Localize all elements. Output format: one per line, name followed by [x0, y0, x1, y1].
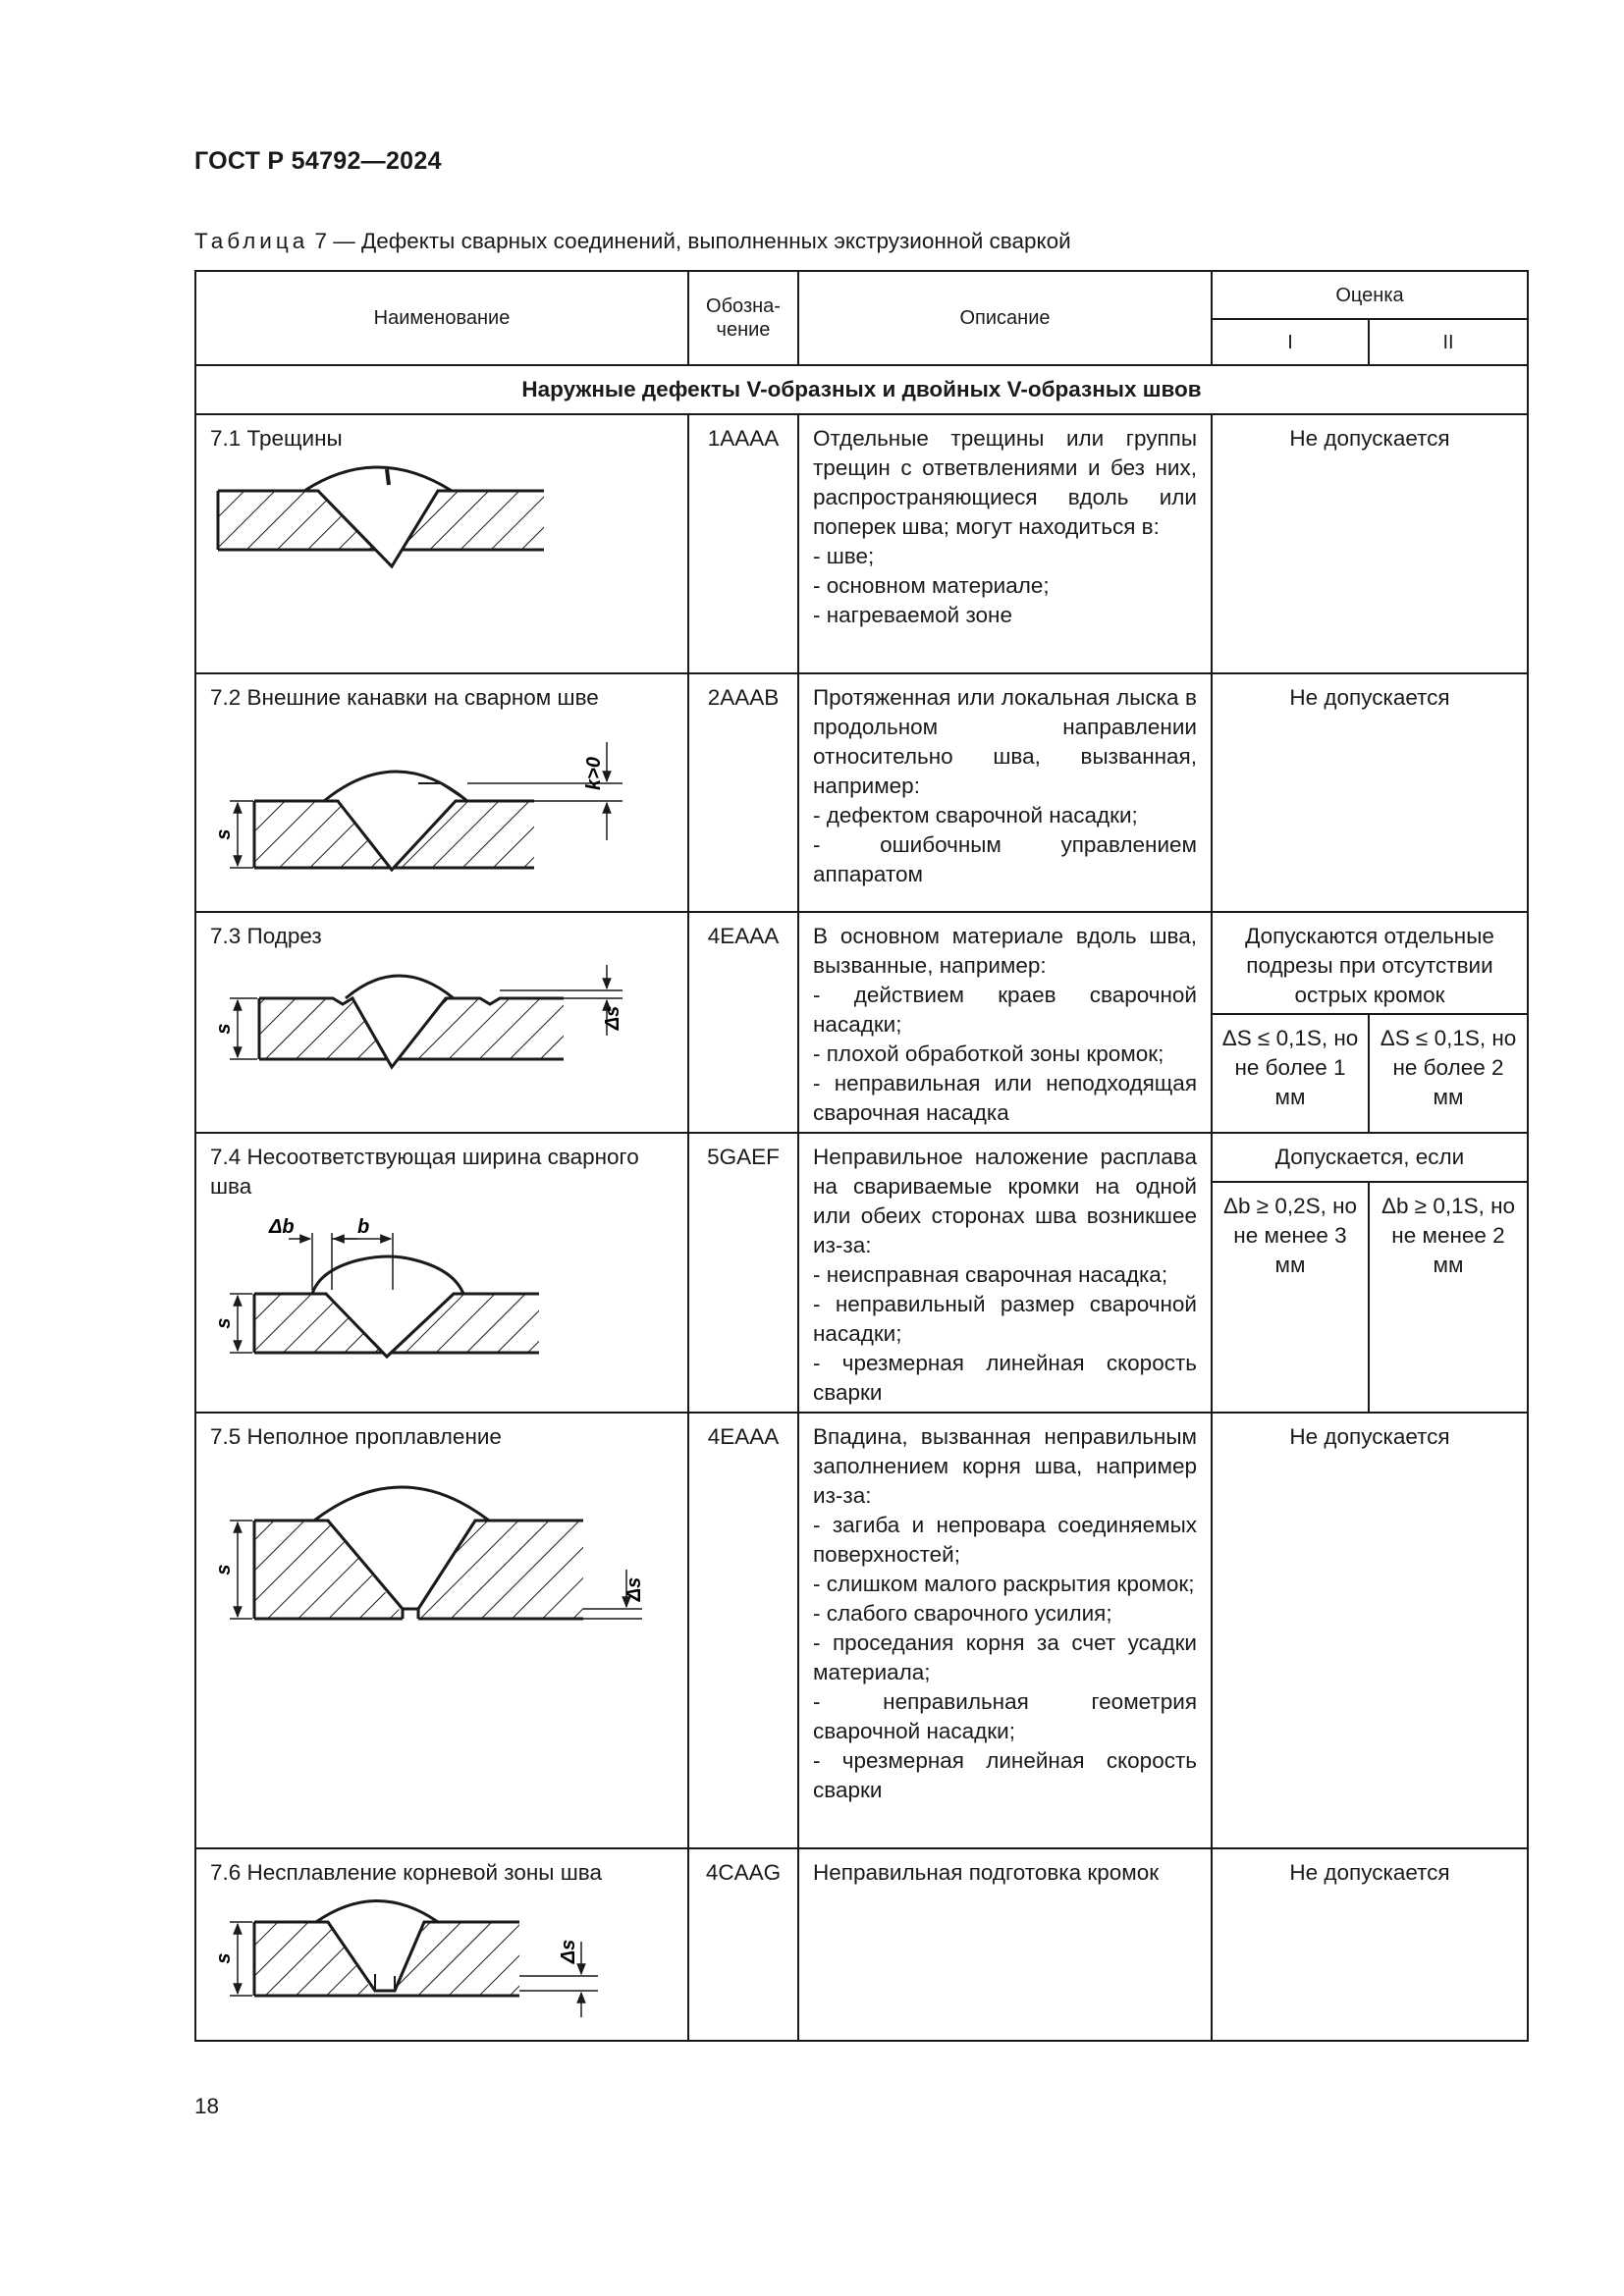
defect-name: 7.3 Подрез [210, 924, 322, 948]
defect-evaluation: Не допускается [1212, 1413, 1528, 1848]
header-grade-1: I [1212, 319, 1369, 365]
defect-evaluation: Не допускается [1212, 414, 1528, 673]
label-db: Δb [269, 1216, 295, 1238]
defect-evaluation: Допускается, если [1212, 1133, 1528, 1182]
label-b: b [357, 1216, 370, 1238]
undercut-sketch [210, 961, 642, 1079]
label-ds: Δs [602, 1005, 623, 1031]
weld-width-sketch [210, 1211, 642, 1359]
defect-description: Впадина, вызванная неправильным заполнением корня шва, например из-за: - загиба и непровара соединяемых поверхностей; - слишком малого раскрытия кромок; - слабого сварочного усилия; - проседания корня за счет усадки материала; - неправильная геометрия сварочной насадки; - чрезмерная линейная скорость сварки [798, 1413, 1212, 1848]
defect-code: 4EAAA [688, 1413, 798, 1848]
defects-table [194, 270, 1529, 2042]
defect-name: 7.2 Внешние канавки на сварном шве [210, 685, 599, 710]
defect-description: Протяженная или локальная лыска в продольном направлении относительно шва, вызванная, например: - дефектом сварочной насадки; - ошибочным управлением аппаратом [798, 673, 1212, 912]
table-row [195, 1133, 1528, 1182]
label-s: s [213, 1317, 235, 1329]
label-s: s [213, 1023, 235, 1035]
grade-2-value: ΔS ≤ 0,1S, но не более 2 мм [1369, 1014, 1528, 1133]
groove-sketch [210, 722, 642, 880]
label-s: s [213, 1952, 235, 1964]
defect-evaluation: Не допускается [1212, 1848, 1528, 2041]
defect-code: 5GAEF [688, 1133, 798, 1413]
defect-evaluation: Не допускается [1212, 673, 1528, 912]
defect-evaluation: Допускаются отдельные подрезы при отсутствии острых кромок [1212, 912, 1528, 1014]
defect-name: 7.1 Трещины [210, 426, 343, 451]
table-caption-label: Таблица [194, 229, 309, 253]
table-row [195, 414, 1528, 673]
grade-2-value: Δb ≥ 0,1S, но не менее 2 мм [1369, 1182, 1528, 1413]
header-grade-2: II [1369, 319, 1528, 365]
defect-name-cell [195, 1848, 688, 2041]
header-code: Обозна-чение [688, 271, 798, 365]
table-row [195, 912, 1528, 1014]
defect-name-cell [195, 414, 688, 673]
incomplete-penetration-sketch [210, 1462, 652, 1624]
defect-description: В основном материале вдоль шва, вызванные, например: - действием краев сварочной насадки; - плохой обработкой зоны кромок; - неправильная или неподходящая сварочная насадка [798, 912, 1212, 1133]
defect-name-cell [195, 673, 688, 912]
section-title: Наружные дефекты V-образных и двойных V-образных швов [195, 365, 1528, 414]
defect-description: Неправильная подготовка кромок [798, 1848, 1212, 2041]
crack-sketch [210, 463, 564, 571]
defect-name: 7.5 Неполное проплавление [210, 1424, 502, 1449]
defect-code: 4EAAA [688, 912, 798, 1133]
defect-name-cell [195, 1133, 688, 1413]
grade-1-value: Δb ≥ 0,2S, но не менее 3 мм [1212, 1182, 1369, 1413]
header-evaluation: Оценка [1212, 271, 1528, 319]
defect-name: 7.6 Несплавление корневой зоны шва [210, 1860, 602, 1885]
table-row [195, 1413, 1528, 1848]
defect-name-cell [195, 1413, 688, 1848]
label-s: s [213, 1564, 235, 1575]
grade-1-value: ΔS ≤ 0,1S, но не более 1 мм [1212, 1014, 1369, 1133]
label-ds: Δs [623, 1576, 645, 1602]
defect-description: Отдельные трещины или группы трещин с ответвлениями и без них, распространяющиеся вдоль или поперек шва; могут находиться в: - шве; - основном материале; - нагреваемой зоне [798, 414, 1212, 673]
label-ds: Δs [558, 1939, 579, 1964]
defect-code: 1AAAA [688, 414, 798, 673]
label-s: s [213, 828, 235, 840]
defect-name: 7.4 Несоответствующая ширина сварного шва [210, 1145, 639, 1199]
defect-code: 4CAAG [688, 1848, 798, 2041]
header-name: Наименование [195, 271, 688, 365]
header-description: Описание [798, 271, 1212, 365]
label-k: k>0 [583, 757, 605, 790]
table-caption [194, 229, 1071, 254]
lack-of-fusion-sketch [210, 1897, 603, 2020]
defect-name-cell [195, 912, 688, 1133]
page-number: 18 [194, 2094, 220, 2118]
defect-code: 2AAAB [688, 673, 798, 912]
table-row [195, 1848, 1528, 2041]
defect-description: Неправильное наложение расплава на свариваемые кромки на одной или обеих сторонах шва возникшее из-за: - неисправная сварочная насадка; - неправильный размер сварочной насадки; - чрезмерная линейная скорость сварки [798, 1133, 1212, 1413]
table-caption-text: 7 — Дефекты сварных соединений, выполненных экструзионной сваркой [308, 229, 1071, 253]
table-row [195, 673, 1528, 912]
document-header: ГОСТ Р 54792—2024 [194, 147, 442, 175]
